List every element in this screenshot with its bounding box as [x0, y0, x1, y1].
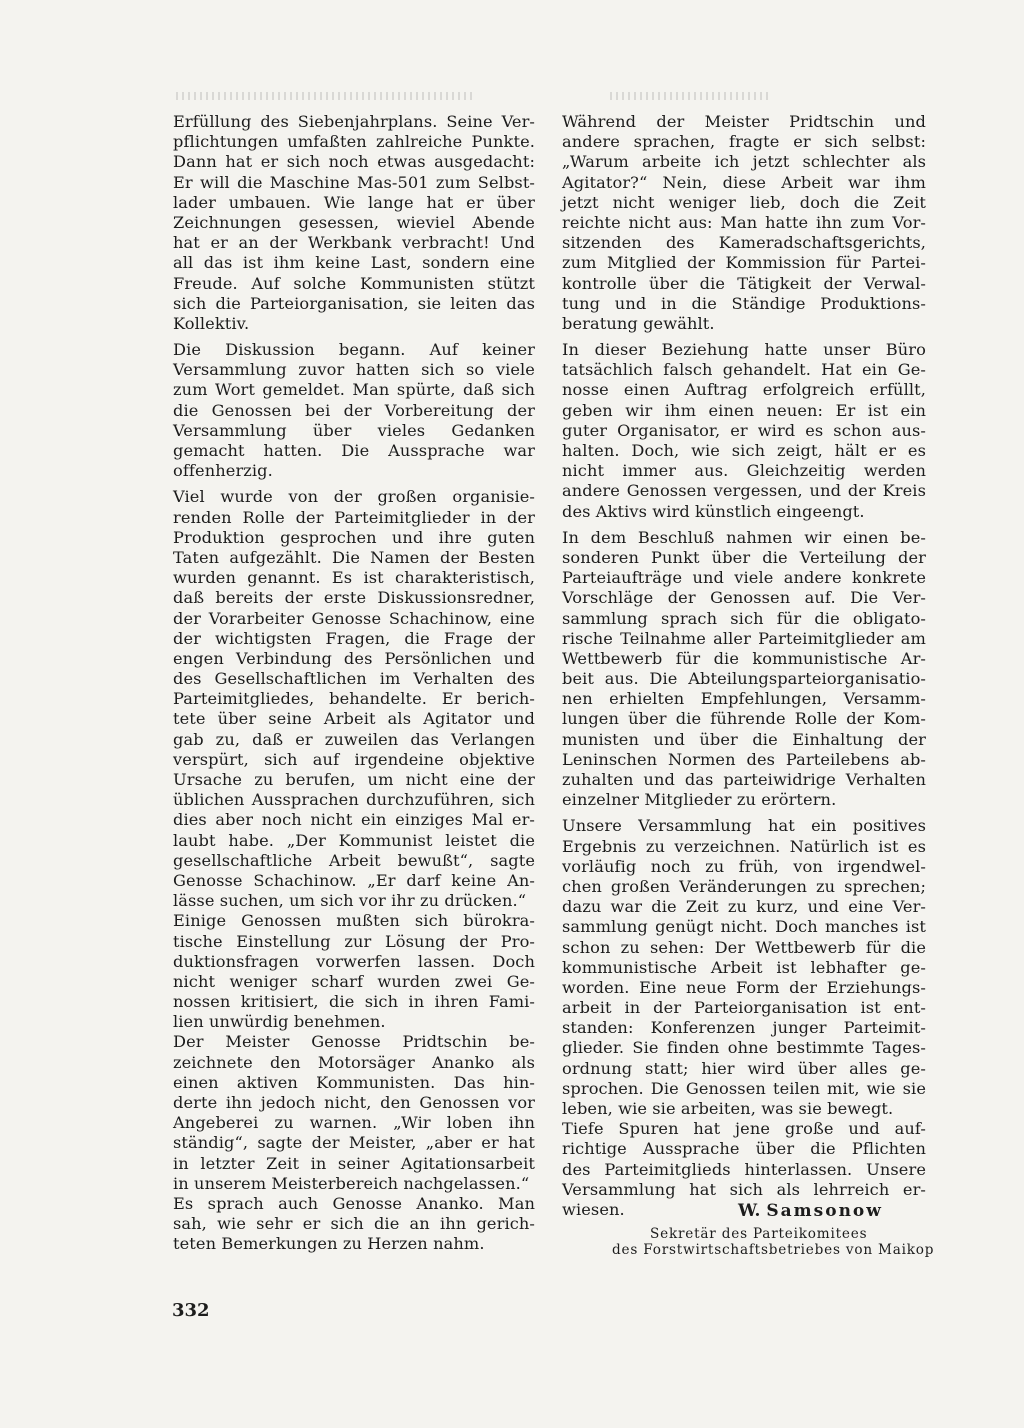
scan-smudge-right [610, 92, 770, 100]
text-line: tische Einstellung zur Lösung der Pro- [173, 931, 535, 951]
text-line: des Aktivs wird künstlich eingeengt. [562, 501, 865, 521]
text-line: Ergebnis zu verzeichnen. Natürlich ist es [562, 836, 926, 856]
text-line: Erfüllung des Siebenjahrplans. Seine Ver- [173, 112, 535, 131]
text-line: Angeberei zu warnen. „Wir loben ihn [173, 1113, 535, 1133]
text-line: wurden genannt. Es ist charakteristisch, [173, 568, 535, 588]
text-line: nossen kritisiert, die sich in ihren Fami- [173, 992, 535, 1012]
text-line: halten. Doch, wie sich zeigt, hält er es [562, 441, 926, 460]
text-line: Ursache zu berufen, um nicht eine der [173, 770, 535, 789]
text-line: die Genossen bei der Vorbereitung der [173, 400, 535, 420]
text-line: Tiefe Spuren hat jene große und auf- [562, 1119, 926, 1139]
text-line: rische Teilnahme aller Parteimitglieder am [562, 628, 926, 648]
signature-title-line-1: Sekretär des Parteikomitees [650, 1226, 868, 1242]
text-line: dies aber noch nicht ein einziges Mal er- [173, 810, 535, 830]
text-line: zuhalten und das parteiwidrige Verhalten [562, 770, 926, 789]
text-line: tung und in die Ständige Produktions- [562, 293, 926, 313]
text-line: lungen über die führende Rolle der Kom- [562, 709, 926, 729]
text-line: sammlung genügt nicht. Doch manches ist [562, 917, 926, 937]
text-line: gesellschaftliche Arbeit bewußt“, sagte [173, 850, 535, 870]
text-line: Viel wurde von der großen organisie- [173, 487, 535, 507]
text-line: jetzt nicht weniger lieb, doch die Zeit [562, 192, 926, 212]
text-line: Parteimitgliedes, behandelte. Er berich- [173, 689, 535, 709]
text-line: chen großen Veränderungen zu sprechen; [562, 876, 926, 896]
text-line: In dieser Beziehung hatte unser Büro [562, 340, 926, 360]
text-line: Während der Meister Pridtschin und [562, 112, 926, 131]
text-line: daß bereits der erste Diskussionsredner, [173, 588, 535, 608]
text-line: Produktion gesprochen und ihre guten [173, 527, 535, 547]
left-text-column [173, 112, 535, 1255]
text-line: Freude. Auf solche Kommunisten stützt [173, 273, 535, 293]
text-line: in unserem Meisterbereich nachgelassen.“ [173, 1173, 530, 1193]
text-line: nicht weniger scharf wurden zwei Ge- [173, 971, 535, 991]
text-line: zum Wort gemeldet. Man spürte, daß sich [173, 380, 535, 400]
text-line: hat er an der Werkbank verbracht! Und [173, 233, 535, 253]
text-line: lässe suchen, um sich vor ihr zu drücken.“ [173, 891, 527, 911]
text-line: richtige Aussprache über die Pflichten [562, 1139, 926, 1159]
text-line: teten Bemerkungen zu Herzen nahm. [173, 1234, 485, 1254]
text-line: Kollektiv. [173, 313, 250, 333]
text-line: renden Rolle der Parteimitglieder in der [173, 507, 535, 527]
text-line: offenherzig. [173, 461, 273, 481]
text-line: Es sprach auch Genosse Ananko. Man [173, 1193, 535, 1213]
text-line: tatsächlich falsch gehandelt. Hat ein Ge- [562, 360, 926, 380]
text-line: beratung gewählt. [562, 313, 715, 333]
text-line: reichte nicht aus: Man hatte ihn zum Vor- [562, 212, 926, 232]
text-line: Die Diskussion begann. Auf keiner [173, 340, 535, 360]
text-line: Der Meister Genosse Pridtschin be- [173, 1032, 535, 1052]
text-line: all das ist ihm keine Last, sondern eine [173, 253, 535, 273]
text-line: In dem Beschluß nahmen wir einen be- [562, 527, 926, 547]
scan-smudge-left [176, 92, 476, 100]
text-line: nen erhielten Empfehlungen, Versamm- [562, 689, 926, 709]
text-line: sah, wie sehr er sich die an ihn gerich- [173, 1214, 535, 1234]
text-line: duktionsfragen vorwerfen lassen. Doch [173, 951, 535, 971]
text-line: Agitator?“ Nein, diese Arbeit war ihm [562, 172, 926, 192]
text-line: nicht immer aus. Gleichzeitig werden [562, 461, 926, 481]
text-line: schon zu sehen: Der Wettbewerb für die [562, 937, 926, 957]
text-line: einen aktiven Kommunisten. Das hin- [173, 1072, 535, 1092]
text-line: wiesen. [562, 1199, 625, 1219]
text-line: einzelner Mitglieder zu erörtern. [562, 790, 837, 810]
text-line: lien unwürdig benehmen. [173, 1012, 386, 1032]
text-line: zum Mitglied der Kommission für Partei- [562, 253, 926, 273]
text-line: Versammlung hat sich als lehrreich er- [562, 1179, 926, 1199]
text-line: sitzenden des Kameradschaftsgerichts, [562, 233, 926, 253]
text-line: Einige Genossen mußten sich bürokra- [173, 911, 535, 931]
text-line: munisten und über die Einhaltung der [562, 729, 926, 749]
text-line: beit aus. Die Abteilungsparteiorganisatio- [562, 669, 926, 689]
text-line: des Parteimitglieds hinterlassen. Unsere [562, 1159, 926, 1179]
text-line: ständig“, sagte der Meister, „aber er hat [173, 1133, 535, 1153]
signature-surname: Samsonow [766, 1201, 883, 1221]
text-line: sammlung sprach sich für die obligato- [562, 608, 926, 628]
text-line: Zeichnungen gesessen, wieviel Abende [173, 212, 535, 232]
text-line: derte ihn jedoch nicht, den Genossen vor [173, 1093, 535, 1112]
text-line: Er will die Maschine Mas-501 zum Selbst- [173, 172, 535, 192]
text-line: gemacht hatten. Die Aussprache war [173, 441, 535, 460]
text-line: kommunistische Arbeit ist lebhafter ge- [562, 957, 926, 977]
text-line: sonderen Punkt über die Verteilung der [562, 547, 926, 567]
text-line: sprochen. Die Genossen teilen mit, wie sie [562, 1078, 926, 1098]
text-line: verspürt, sich auf irgendeine objektive [173, 749, 535, 769]
text-line: Taten aufgezählt. Die Namen der Besten [173, 547, 535, 567]
text-line: Wettbewerb für die kommunistische Ar- [562, 648, 926, 668]
text-line: gab zu, daß er zuweilen das Verlangen [173, 729, 535, 749]
text-line: ordnung statt; hier wird über alles ge- [562, 1058, 926, 1078]
text-line: leben, wie sie arbeiten, was sie bewegt. [562, 1099, 894, 1118]
text-line: sich die Parteiorganisation, sie leiten das [173, 293, 535, 313]
signature-initial: W. [738, 1201, 761, 1221]
text-line: Vorschläge der Genossen auf. Die Ver- [562, 588, 926, 608]
text-line: engen Verbindung des Persönlichen und [173, 648, 535, 668]
text-line: Genosse Schachinow. „Er darf keine An- [173, 870, 535, 890]
text-line: nosse einen Auftrag erfolgreich erfüllt, [562, 380, 926, 400]
text-line: üblichen Aussprachen durchzuführen, sich [173, 790, 535, 810]
text-line: pflichtungen umfaßten zahlreiche Punkte. [173, 132, 535, 152]
text-line: Versammlung zuvor hatten sich so viele [173, 360, 535, 380]
text-line: kontrolle über die Tätigkeit der Verwal- [562, 273, 926, 293]
text-line: tete über seine Arbeit als Agitator und [173, 709, 535, 729]
text-line: andere sprachen, fragte er sich selbst: [562, 132, 926, 152]
text-line: standen: Konferenzen junger Parteimit- [562, 1018, 926, 1038]
text-line: Leninschen Normen des Parteilebens ab- [562, 749, 926, 769]
signature-title-line-2: des Forstwirtschaftsbetriebes von Maikop [612, 1242, 935, 1258]
text-line: Parteiaufträge und viele andere konkrete [562, 568, 926, 588]
text-line: Versammlung über vieles Gedanken [173, 420, 535, 440]
right-text-column [562, 112, 926, 1220]
text-line: der wichtigsten Fragen, die Frage der [173, 628, 535, 648]
text-line: laubt habe. „Der Kommunist leistet die [173, 830, 535, 850]
page-number: 332 [172, 1300, 210, 1321]
text-line: „Warum arbeite ich jetzt schlechter als [562, 152, 926, 172]
text-line: vorläufig noch zu früh, von irgendwel- [562, 856, 926, 876]
text-line: arbeit in der Parteiorganisation ist ent- [562, 998, 926, 1018]
text-line: des Gesellschaftlichen im Verhalten des [173, 669, 535, 689]
text-line: lader umbauen. Wie lange hat er über [173, 192, 535, 212]
text-line: der Vorarbeiter Genosse Schachinow, eine [173, 608, 535, 628]
text-line: guter Organisator, er wird es schon aus- [562, 420, 926, 440]
text-line: dazu war die Zeit zu kurz, und eine Ver- [562, 897, 926, 917]
text-line: glieder. Sie finden ohne bestimmte Tages- [562, 1038, 926, 1058]
signature-name [738, 1201, 883, 1221]
text-line: Dann hat er sich noch etwas ausgedacht: [173, 152, 535, 172]
text-line: Unsere Versammlung hat ein positives [562, 816, 926, 836]
text-line: in letzter Zeit in seiner Agitationsarbeit [173, 1153, 535, 1173]
text-line: zeichnete den Motorsäger Ananko als [173, 1052, 535, 1072]
text-line: andere Genossen vergessen, und der Kreis [562, 481, 926, 501]
text-line: geben wir ihm einen neuen: Er ist ein [562, 400, 926, 420]
text-line: worden. Eine neue Form der Erziehungs- [562, 977, 926, 997]
